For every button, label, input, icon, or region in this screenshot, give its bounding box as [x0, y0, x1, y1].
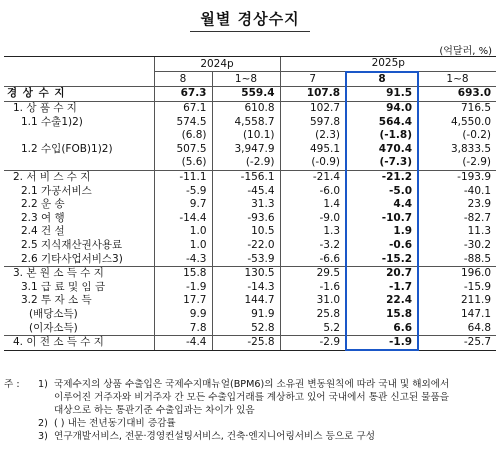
footnotes: [4, 378, 498, 443]
footnote-1: [4, 378, 498, 391]
footnote-text: 국제수지의 상품 수출입은 국제수지매뉴얼(BPM6)의 소유권 변동원칙에 따라 국내 및 해외에서: [54, 379, 450, 390]
cell-value: (-0.9): [280, 156, 346, 170]
cell-value: 1.3: [280, 225, 346, 239]
footnote-key: 2): [38, 418, 48, 429]
cell-value: 3,947.9: [212, 143, 280, 157]
cell-value: -2.9: [280, 335, 346, 350]
cell-value-highlight: -0.6: [346, 239, 418, 253]
cell-value: -4.4: [154, 335, 212, 350]
cell-value: -5.9: [154, 184, 212, 198]
cell-value: 52.8: [212, 321, 280, 335]
cell-value: 25.8: [280, 308, 346, 322]
footnote-text: ( ) 내는 전년동기대비 증감률: [54, 418, 176, 429]
footnote-3: [4, 430, 498, 443]
table-row: [4, 281, 496, 295]
cell-value: 4,558.7: [212, 115, 280, 129]
cell-value-highlight: 4.4: [346, 198, 418, 212]
row-label: (배당소득): [29, 307, 78, 320]
current-account-table: [4, 56, 496, 351]
cell-value-highlight: -1.9: [346, 335, 418, 350]
cell-value: 610.8: [212, 101, 280, 115]
cell-value: -9.0: [280, 212, 346, 226]
header-col: 7: [280, 72, 346, 87]
cell-value: -40.1: [418, 184, 496, 198]
cell-value: -21.4: [280, 170, 346, 184]
table-row: [4, 294, 496, 308]
cell-value: (-2.9): [212, 156, 280, 170]
cell-value: 64.8: [418, 321, 496, 335]
row-label: [4, 156, 154, 170]
cell-value-highlight: -1.7: [346, 281, 418, 295]
cell-value: 597.8: [280, 115, 346, 129]
footnote-prefix: 주 :: [4, 379, 20, 390]
table-row: [4, 129, 496, 143]
page-title: 월별 경상수지: [200, 10, 300, 28]
cell-value-highlight: 22.4: [346, 294, 418, 308]
unit-label: (억달러, %): [439, 46, 492, 57]
table-row: [4, 308, 496, 322]
cell-value: -1.9: [154, 281, 212, 295]
cell-value: 9.7: [154, 198, 212, 212]
table-row: [4, 87, 496, 102]
cell-value: -45.4: [212, 184, 280, 198]
table-row: [4, 225, 496, 239]
cell-value: 4,550.0: [418, 115, 496, 129]
cell-value: 31.0: [280, 294, 346, 308]
cell-value: -25.7: [418, 335, 496, 350]
table-row: [4, 321, 496, 335]
cell-value-highlight: 6.6: [346, 321, 418, 335]
cell-value: -93.6: [212, 212, 280, 226]
table-row: [4, 212, 496, 226]
table-row: [4, 184, 496, 198]
row-label: 경 상 수 지: [4, 87, 154, 102]
row-label: [4, 129, 154, 143]
row-label: 1. 상 품 수 지: [4, 101, 154, 115]
cell-value: 102.7: [280, 101, 346, 115]
cell-value-highlight: -10.7: [346, 212, 418, 226]
cell-value: -14.4: [154, 212, 212, 226]
cell-value: 91.9: [212, 308, 280, 322]
row-label: 1.2 수입(FOB)1)2): [21, 142, 113, 155]
cell-value-highlight: 564.4: [346, 115, 418, 129]
cell-value-highlight: (-7.3): [346, 156, 418, 170]
cell-value: -3.2: [280, 239, 346, 253]
cell-value-highlight: -15.2: [346, 252, 418, 266]
header-row-years: [4, 57, 496, 72]
row-label: 2. 서 비 스 수 지: [4, 170, 154, 184]
cell-value: 9.9: [154, 308, 212, 322]
cell-value: 67.1: [154, 101, 212, 115]
cell-value-highlight: 1.9: [346, 225, 418, 239]
cell-value: 5.2: [280, 321, 346, 335]
cell-value-highlight: 91.5: [346, 87, 418, 102]
cell-value-highlight: -5.0: [346, 184, 418, 198]
cell-value: 144.7: [212, 294, 280, 308]
cell-value: 130.5: [212, 266, 280, 280]
cell-value: -30.2: [418, 239, 496, 253]
row-label: 2.5 지식재산권사용료: [21, 239, 123, 252]
row-label: 2.1 가공서비스: [21, 184, 92, 197]
row-label: 2.2 운 송: [21, 198, 65, 211]
cell-value-highlight: (-1.8): [346, 129, 418, 143]
table-row: [4, 101, 496, 115]
cell-value: (-2.9): [418, 156, 496, 170]
row-label: 2.3 여 행: [21, 211, 65, 224]
header-col: 1~8: [418, 72, 496, 87]
cell-value: -4.3: [154, 252, 212, 266]
footnote-2: [4, 417, 498, 430]
cell-value: 716.5: [418, 101, 496, 115]
table-row: [4, 335, 496, 350]
cell-value: 3,833.5: [418, 143, 496, 157]
cell-value-highlight: 20.7: [346, 266, 418, 280]
cell-value: -6.6: [280, 252, 346, 266]
cell-value: (5.6): [154, 156, 212, 170]
row-label: 3.1 급 료 및 임 금: [21, 280, 106, 293]
cell-value: -15.9: [418, 281, 496, 295]
cell-value: 574.5: [154, 115, 212, 129]
row-label: 3.2 투 자 소 득: [21, 294, 92, 307]
header-col: 8: [154, 72, 212, 87]
cell-value: -193.9: [418, 170, 496, 184]
table-row: [4, 156, 496, 170]
header-year-2025: 2025p: [280, 57, 496, 72]
cell-value: -1.6: [280, 281, 346, 295]
table-row: [4, 266, 496, 280]
header-col: 1~8: [212, 72, 280, 87]
header-blank: [4, 57, 154, 87]
cell-value-highlight: 470.4: [346, 143, 418, 157]
cell-value: (2.3): [280, 129, 346, 143]
cell-value: (6.8): [154, 129, 212, 143]
cell-value: 495.1: [280, 143, 346, 157]
cell-value: 17.7: [154, 294, 212, 308]
cell-value-highlight: -21.2: [346, 170, 418, 184]
cell-value: 67.3: [154, 87, 212, 102]
cell-value: 15.8: [154, 266, 212, 280]
cell-value: (10.1): [212, 129, 280, 143]
cell-value: -22.0: [212, 239, 280, 253]
cell-value-highlight: 94.0: [346, 101, 418, 115]
cell-value: 196.0: [418, 266, 496, 280]
footnote-text: 이루어진 거주자와 비거주자 간 모든 수출입거래를 계상하고 있어 국내에서 통관 신고된 물품을: [54, 392, 449, 403]
cell-value: 1.4: [280, 198, 346, 212]
row-label: 2.6 기타사업서비스3): [21, 252, 123, 265]
cell-value: -53.9: [212, 252, 280, 266]
cell-value: 693.0: [418, 87, 496, 102]
cell-value: 29.5: [280, 266, 346, 280]
footnote-key: 3): [38, 431, 48, 442]
cell-value: -6.0: [280, 184, 346, 198]
cell-value: 107.8: [280, 87, 346, 102]
cell-value: -11.1: [154, 170, 212, 184]
table-row: [4, 198, 496, 212]
table-row: [4, 115, 496, 129]
cell-value: 23.9: [418, 198, 496, 212]
cell-value: 11.3: [418, 225, 496, 239]
table-row: [4, 143, 496, 157]
table-row: [4, 239, 496, 253]
cell-value: -156.1: [212, 170, 280, 184]
row-label: 2.4 건 설: [21, 225, 65, 238]
cell-value: 507.5: [154, 143, 212, 157]
header-year-2024: 2024p: [154, 57, 280, 72]
row-label: 3. 본 원 소 득 수 지: [4, 266, 154, 280]
cell-value: -82.7: [418, 212, 496, 226]
header-col-highlight: 8: [346, 72, 418, 87]
cell-value: 31.3: [212, 198, 280, 212]
table-row: [4, 252, 496, 266]
cell-value-highlight: 15.8: [346, 308, 418, 322]
cell-value: -14.3: [212, 281, 280, 295]
footnote-text: 대상으로 하는 통관기준 수출입과는 차이가 있음: [54, 405, 255, 416]
footnote-key: 1): [38, 379, 48, 390]
cell-value: 559.4: [212, 87, 280, 102]
row-label: 1.1 수출1)2): [21, 115, 83, 128]
cell-value: 147.1: [418, 308, 496, 322]
footnote-text: 연구개발서비스, 전문·경영컨설팅서비스, 건축·엔지니어링서비스 등으로 구성: [54, 431, 375, 442]
row-label: (이자소득): [29, 321, 78, 334]
cell-value: -25.8: [212, 335, 280, 350]
cell-value: -88.5: [418, 252, 496, 266]
cell-value: (-0.2): [418, 129, 496, 143]
row-label: 4. 이 전 소 득 수 지: [4, 335, 154, 350]
table-row: [4, 170, 496, 184]
cell-value: 211.9: [418, 294, 496, 308]
cell-value: 1.0: [154, 239, 212, 253]
cell-value: 10.5: [212, 225, 280, 239]
title-underline: [190, 31, 310, 32]
cell-value: 7.8: [154, 321, 212, 335]
cell-value: 1.0: [154, 225, 212, 239]
